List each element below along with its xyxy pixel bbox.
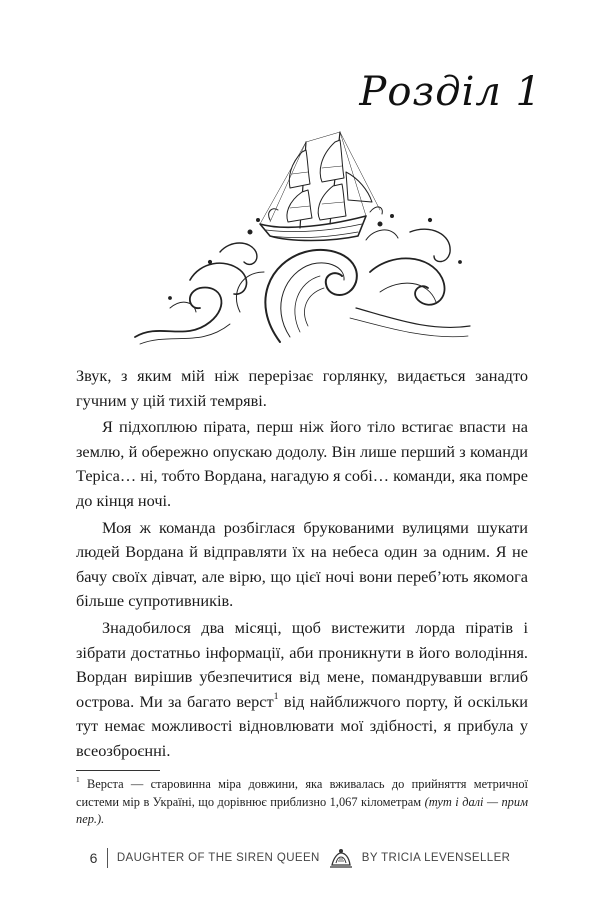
- paragraph-4: [76, 616, 528, 764]
- footnote-divider: [76, 770, 160, 771]
- footnote: [76, 776, 528, 829]
- paragraph-3: Моя ж команда розбіглася брукованими вулицями шукати людей Вордана й відправляти їх на небеса один за одним. Я не бачу своїх дівчат, але вірю, що цієї ночі вони переб’ють якомога більше супротивників.: [76, 517, 528, 611]
- ship-on-waves-illustration: [130, 112, 475, 357]
- footnote-translator-note: (тут і далі — прим пер.).: [76, 794, 528, 827]
- footnote-text: Верста — старовинна міра довжини, яка вживалась до прийняття метричної системи мір в Україні, що дорівнює приблизно 1,067 кілометрам: [76, 777, 528, 809]
- page-number: 6: [89, 850, 98, 866]
- book-title: DAUGHTER OF THE SIREN QUEEN: [116, 852, 320, 864]
- paragraph-4-end: від найближчого порту, й оскільки тут немає можливості відновлювати мої здібності, я прибула у всеозброєнні.: [76, 691, 529, 760]
- footnote-mark: 1: [76, 775, 80, 785]
- chapter-body: [76, 364, 528, 766]
- paragraph-1: Звук, з яким мій ніж перерізає горлянку, видається занадто гучним у цій тихій темряві.: [76, 366, 528, 410]
- footnote-reference[interactable]: 1: [273, 691, 279, 703]
- paragraph-4-start: Знадобилося два місяці, щоб вистежити лорда піратів і зібрати достатньо інформації, аби проникнути в його володіння. Вордан вирішив убезпечитися від мене, помандрувавши вглиб острова. Ми за багато верст: [76, 617, 528, 711]
- page-footer: [40, 847, 560, 869]
- chapter-title: Розділ 1: [359, 69, 542, 115]
- paragraph-2: Я підхоплюю пірата, перш ніж його тіло встигає впасти на землю, й обережно опускаю додолу. Він лише перший з команди Теріса… ні, тобто Вордана, нагадую я собі… команди, яка помре до кінця ночі.: [76, 417, 528, 510]
- footer-divider: [107, 848, 108, 868]
- publisher-logo-icon: [328, 847, 354, 869]
- book-author: BY TRICIA LEVENSELLER: [361, 852, 511, 864]
